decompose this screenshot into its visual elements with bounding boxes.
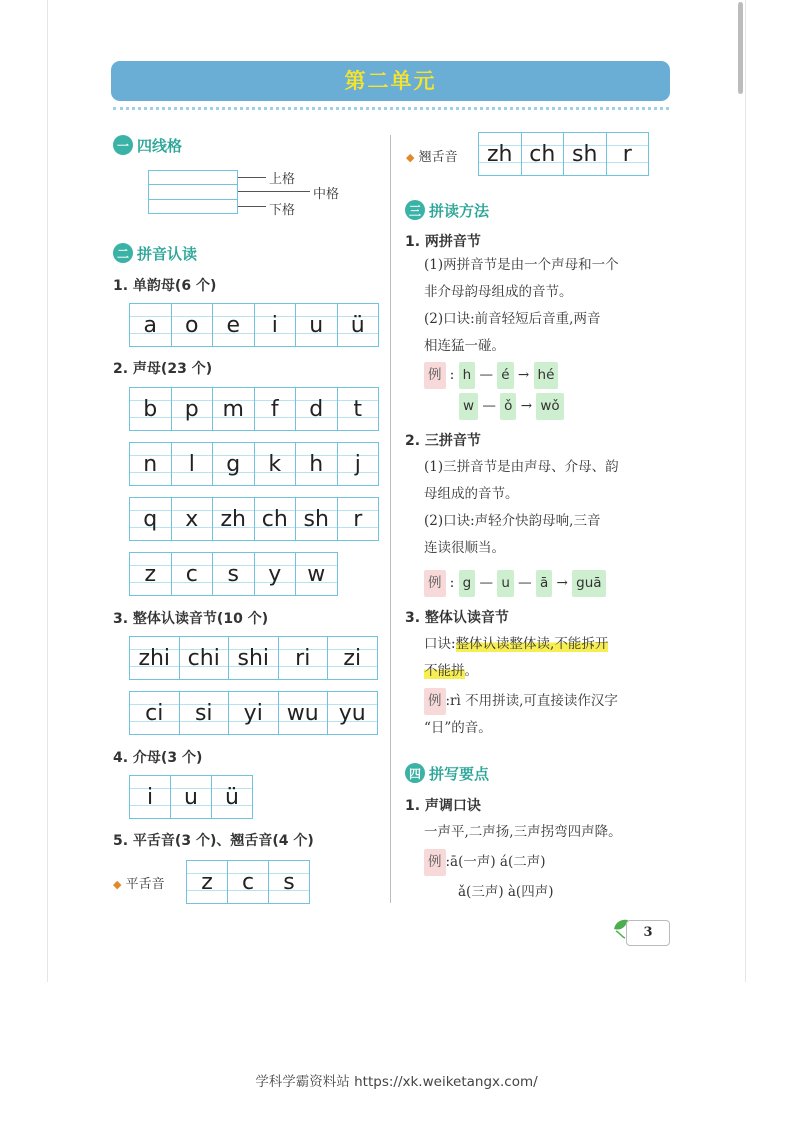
pinyin-cell: shi — [228, 637, 278, 679]
medial-row — [129, 775, 253, 819]
pinyin-cell: r — [606, 133, 649, 175]
pinyin-cell: sh — [563, 133, 606, 175]
pinyin-box: guā — [572, 570, 605, 597]
pinyin-cell: zh — [479, 133, 521, 175]
text-line: (2)口诀:声轻介快韵母响,三音 — [424, 513, 601, 529]
pinyin-cell: ch — [521, 133, 564, 175]
text-line: (1)三拼音节是由声母、介母、韵 — [424, 459, 619, 475]
text-line: 一声平,二声扬,三声拐弯四声降。 — [424, 824, 622, 840]
retro-label-text: 翘舌音 — [418, 150, 458, 165]
initials-heading: 2. 声母(23 个) — [113, 361, 213, 377]
flat-label — [113, 873, 165, 892]
footer-watermark: 学科学霸资料站 https://xk.weiketangx.com/ — [255, 1074, 538, 1090]
section-title: 拼写要点 — [429, 764, 490, 783]
text-line: 相连猛一碰。 — [424, 338, 505, 354]
pinyin-cell: z — [130, 553, 171, 595]
section-spelling — [405, 761, 489, 785]
tone-text — [424, 819, 622, 906]
pinyin-box: h — [459, 362, 476, 389]
pinyin-cell: d — [295, 388, 337, 430]
whole-row — [129, 636, 378, 680]
section-number: 二 — [113, 243, 133, 263]
pinyin-cell: f — [254, 388, 296, 430]
example-tag: 例 — [424, 849, 446, 876]
section-title: 拼音认读 — [137, 244, 198, 263]
pinyin-cell: s — [268, 861, 309, 903]
text-line — [424, 631, 618, 658]
pinyin-cell: y — [254, 553, 296, 595]
initials-row — [129, 387, 379, 431]
pinyin-cell: ü — [337, 304, 379, 346]
retro-label — [406, 146, 458, 165]
pinyin-cell: u — [295, 304, 337, 346]
pinyin-cell: ü — [211, 776, 252, 818]
text-line: (2)口诀:前音轻短后音重,两音 — [424, 311, 601, 327]
section-number: 四 — [405, 763, 425, 783]
scrollbar[interactable] — [738, 2, 743, 94]
pinyin-cell: j — [337, 443, 379, 485]
pinyin-cell: i — [254, 304, 296, 346]
tone-heading: 1. 声调口诀 — [405, 798, 481, 814]
initials-row — [129, 552, 338, 596]
text-end: 。 — [464, 663, 478, 679]
text-line — [424, 849, 622, 876]
retro-row — [478, 132, 649, 176]
whole-heading: 3. 整体认读音节(10 个) — [113, 611, 269, 627]
text-line: 连读很顺当。 — [424, 540, 505, 556]
label-upper: 上格 — [269, 172, 296, 187]
pinyin-box: é — [497, 362, 513, 389]
pinyin-cell: ci — [130, 692, 179, 734]
page-number: 3 — [626, 920, 670, 946]
pinyin-cell: u — [170, 776, 211, 818]
pinyin-box: g — [459, 570, 476, 597]
pinyin-box: hé — [534, 362, 559, 389]
section-title: 四线格 — [137, 136, 183, 155]
two-text — [424, 252, 619, 360]
text-line: 非介母韵母组成的音节。 — [424, 284, 573, 300]
flat-label-text: 平舌音 — [125, 877, 165, 892]
pinyin-cell: sh — [295, 498, 337, 540]
unit-title: 第二单元 — [111, 61, 670, 101]
tongue-heading: 5. 平舌音(3 个)、翘舌音(4 个) — [113, 833, 314, 849]
title-divider — [113, 107, 669, 110]
pinyin-cell: x — [171, 498, 213, 540]
pinyin-cell: si — [179, 692, 229, 734]
whole-row — [129, 691, 378, 735]
diamond-icon: ◆ — [406, 151, 415, 164]
flat-row — [186, 860, 310, 904]
pinyin-cell: m — [212, 388, 254, 430]
pinyin-cell: q — [130, 498, 171, 540]
pinyin-box: ā — [536, 570, 552, 597]
highlight-text: 不能拼 — [424, 663, 465, 679]
section-number: 一 — [113, 135, 133, 155]
text-line: (1)两拼音节是由一个声母和一个 — [424, 257, 619, 273]
pinyin-cell: l — [171, 443, 213, 485]
whole-method-text — [424, 631, 618, 742]
three-example: 例 : g — u — ā → guā — [424, 570, 606, 597]
pinyin-cell: c — [227, 861, 268, 903]
pinyin-box: ǒ — [500, 393, 516, 420]
arrow-line — [238, 206, 266, 207]
pinyin-cell: zh — [212, 498, 254, 540]
medial-heading: 4. 介母(3 个) — [113, 750, 203, 766]
pinyin-cell: n — [130, 443, 171, 485]
initials-row — [129, 497, 379, 541]
pinyin-cell: wu — [278, 692, 328, 734]
text-line — [424, 688, 618, 715]
diamond-icon: ◆ — [113, 878, 122, 891]
label-middle: 中格 — [313, 187, 340, 202]
pinyin-box: w — [459, 393, 478, 420]
text: :ā(一声) á(二声) — [445, 854, 546, 870]
pinyin-cell: r — [337, 498, 379, 540]
four-line-grid — [148, 170, 238, 214]
finals-row — [129, 303, 379, 347]
text-line: ǎ(三声) à(四声) — [458, 884, 554, 900]
pinyin-cell: ch — [254, 498, 296, 540]
finals-heading: 1. 单韵母(6 个) — [113, 278, 217, 294]
pinyin-cell: z — [187, 861, 227, 903]
pinyin-cell: e — [212, 304, 254, 346]
section-method — [405, 198, 489, 222]
arrow-line — [238, 191, 310, 192]
pinyin-cell: chi — [179, 637, 229, 679]
prefix: 口诀: — [424, 636, 456, 652]
example-tag: 例 — [424, 570, 446, 597]
text-line: 母组成的音节。 — [424, 486, 519, 502]
pinyin-cell: o — [171, 304, 213, 346]
section-number: 三 — [405, 200, 425, 220]
highlight-text: 整体认读整体读,不能拆开 — [455, 636, 609, 652]
pinyin-cell: w — [295, 553, 337, 595]
pinyin-cell: c — [171, 553, 213, 595]
pinyin-cell: a — [130, 304, 171, 346]
example-tag: 例 — [424, 362, 446, 389]
pinyin-cell: s — [212, 553, 254, 595]
pinyin-cell: i — [130, 776, 170, 818]
pinyin-cell: zi — [327, 637, 377, 679]
pinyin-cell: p — [171, 388, 213, 430]
initials-row — [129, 442, 379, 486]
pinyin-cell: ri — [278, 637, 328, 679]
text-line: “日”的音。 — [424, 720, 492, 736]
arrow-line — [238, 177, 266, 178]
pinyin-cell: yu — [327, 692, 377, 734]
example-tag: 例 — [424, 688, 446, 715]
two-example-2: w — ǒ → wǒ — [459, 393, 564, 420]
section-pinyin — [113, 241, 197, 265]
three-text — [424, 454, 619, 562]
label-lower: 下格 — [269, 203, 296, 218]
column-divider — [390, 135, 391, 903]
text-line — [424, 658, 618, 685]
pinyin-box: u — [497, 570, 514, 597]
pinyin-box: wǒ — [536, 393, 563, 420]
two-heading: 1. 两拼音节 — [405, 234, 481, 250]
section-four-line — [113, 133, 182, 157]
two-example-1: 例 : h — é → hé — [424, 362, 558, 389]
pinyin-cell: g — [212, 443, 254, 485]
pinyin-cell: zhi — [130, 637, 179, 679]
whole-method-heading: 3. 整体认读音节 — [405, 610, 509, 626]
text: :rì 不用拼读,可直接读作汉字 — [445, 693, 618, 709]
pinyin-cell: b — [130, 388, 171, 430]
pinyin-cell: h — [295, 443, 337, 485]
pinyin-cell: k — [254, 443, 296, 485]
section-title: 拼读方法 — [429, 201, 490, 220]
pinyin-cell: yi — [228, 692, 278, 734]
pinyin-cell: t — [337, 388, 379, 430]
three-heading: 2. 三拼音节 — [405, 433, 481, 449]
